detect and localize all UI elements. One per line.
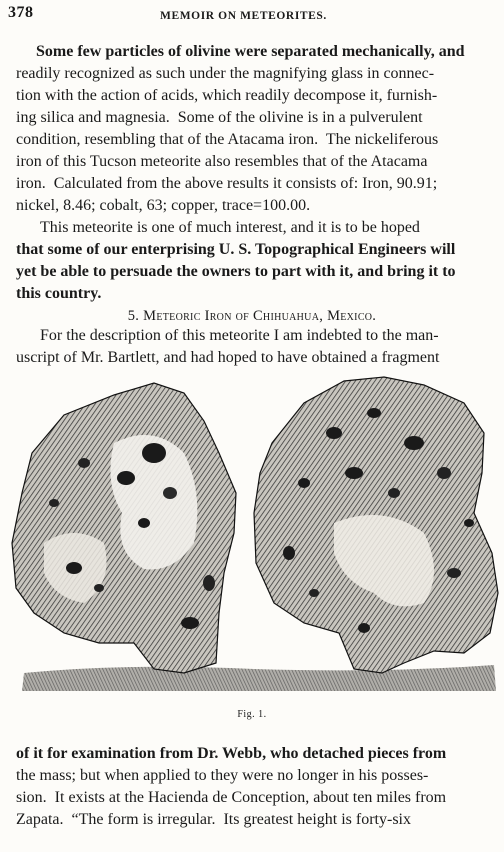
text-line: of it for examination from Dr. Webb, who detached pieces from bbox=[16, 745, 447, 762]
section-heading: 5. Meteoric Iron of Chihuahua, Mexico. bbox=[127, 308, 377, 324]
text-line: sion. It exists at the Hacienda de Conception, about ten miles from bbox=[16, 789, 447, 806]
text-line: iron. Calculated from the above results it consists of: Iron, 90.91; bbox=[16, 175, 438, 192]
text-line: condition, resembling that of the Atacama iron. The nickeliferous bbox=[16, 131, 439, 148]
text-line: this country. bbox=[16, 285, 102, 302]
text-line: This meteorite is one of much interest, and it is to be hoped bbox=[40, 219, 420, 236]
figure-caption: Fig. 1. bbox=[237, 709, 267, 720]
text-line: Zapata. “The form is irregular. Its greatest height is forty-six bbox=[16, 811, 411, 828]
text-line: yet be able to persuade the owners to part with it, and bring it to bbox=[16, 263, 456, 280]
page-header bbox=[0, 0, 504, 30]
text-line: the mass; but when applied to they were no longer in his posses- bbox=[16, 767, 429, 784]
running-head: MEMOIR ON METEORITES. bbox=[160, 10, 327, 22]
text-line: iron of this Tucson meteorite also resembles that of the Atacama bbox=[16, 153, 428, 170]
page-number: 378 bbox=[8, 4, 34, 21]
text-line: uscript of Mr. Bartlett, and had hoped to have obtained a fragment bbox=[16, 349, 440, 366]
meteorite-illustration bbox=[4, 373, 500, 703]
text-line: Some few particles of olivine were separated mechanically, and bbox=[36, 43, 465, 60]
text-line: For the description of this meteorite I am indebted to the man- bbox=[40, 327, 439, 344]
text-line: tion with the action of acids, which readily decompose it, furnish- bbox=[16, 87, 438, 104]
text-line: ing silica and magnesia. Some of the olivine is in a pulverulent bbox=[16, 109, 423, 126]
text-line: nickel, 8.46; cobalt, 63; copper, trace=100.00. bbox=[16, 197, 311, 214]
text-line: readily recognized as such under the magnifying glass in connec- bbox=[16, 65, 435, 82]
text-line: that some of our enterprising U. S. Topographical Engineers will bbox=[16, 241, 456, 258]
